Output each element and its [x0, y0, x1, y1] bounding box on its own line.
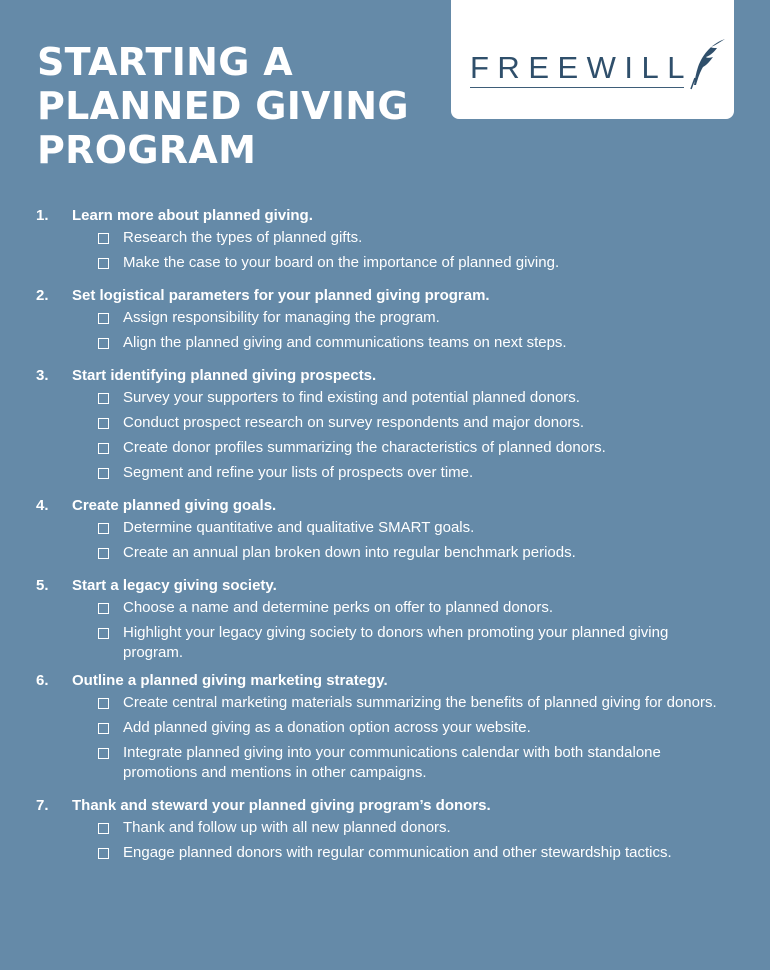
checklist-item-text: Survey your supporters to find existing and potential planned donors.: [123, 389, 580, 406]
step: [0, 363, 770, 483]
step-title: Outline a planned giving marketing strategy.: [72, 672, 388, 689]
step-number: 5.: [36, 577, 49, 594]
step-title: Set logistical parameters for your planned giving program.: [72, 287, 490, 304]
checklist-item-text: Determine quantitative and qualitative SMART goals.: [123, 519, 475, 536]
checklist-item-text: Create donor profiles summarizing the characteristics of planned donors.: [123, 439, 606, 456]
checkbox-icon[interactable]: [98, 523, 109, 534]
logo-underline: [470, 87, 684, 88]
step-heading: [0, 363, 770, 388]
step-title: Thank and steward your planned giving program’s donors.: [72, 797, 491, 814]
checkbox-icon[interactable]: [98, 258, 109, 269]
checklist-item: [0, 463, 770, 483]
step-heading: [0, 493, 770, 518]
checkbox-icon[interactable]: [98, 393, 109, 404]
checklist-item-text: Align the planned giving and communications teams on next steps.: [123, 334, 567, 351]
step: [0, 493, 770, 563]
step-number: 6.: [36, 672, 49, 689]
step-heading: [0, 283, 770, 308]
logo-card: [451, 0, 734, 119]
checkbox-icon[interactable]: [98, 443, 109, 454]
step: [0, 793, 770, 863]
checkbox-icon[interactable]: [98, 418, 109, 429]
checkbox-icon[interactable]: [98, 233, 109, 244]
checklist-item-text: Research the types of planned gifts.: [123, 229, 363, 246]
step: [0, 668, 770, 783]
step-title: Learn more about planned giving.: [72, 207, 313, 224]
step-number: 1.: [36, 207, 49, 224]
checklist-item: [0, 543, 770, 563]
checklist-item-text: Segment and refine your lists of prospects over time.: [123, 464, 474, 481]
step-number: 2.: [36, 287, 49, 304]
checklist-item: [0, 818, 770, 838]
checklist-item-text: Thank and follow up with all new planned donors.: [123, 819, 451, 836]
step-heading: [0, 203, 770, 228]
checklist-item-text: Create an annual plan broken down into regular benchmark periods.: [123, 544, 576, 561]
step-number: 3.: [36, 367, 49, 384]
step-number: 4.: [36, 497, 49, 514]
checklist-item: [0, 413, 770, 433]
checkbox-icon[interactable]: [98, 698, 109, 709]
checklist-item: [0, 718, 770, 738]
checklist: [0, 203, 770, 868]
checklist-item-text: Highlight your legacy giving society to donors when promoting your planned giving program.: [123, 624, 669, 661]
step-title: Start identifying planned giving prospects.: [72, 367, 377, 384]
step-heading: [0, 668, 770, 693]
checklist-item-text: Conduct prospect research on survey respondents and major donors.: [123, 414, 585, 431]
step-heading: [0, 573, 770, 598]
checklist-item: [0, 253, 770, 273]
quill-icon: [687, 38, 727, 90]
checkbox-icon[interactable]: [98, 823, 109, 834]
logo-wordmark: FREEWILL: [470, 50, 694, 85]
checklist-item-text: Assign responsibility for managing the program.: [123, 309, 440, 326]
step-heading: [0, 793, 770, 818]
checkbox-icon[interactable]: [98, 848, 109, 859]
step-title: Create planned giving goals.: [72, 497, 277, 514]
checklist-item: [0, 843, 770, 863]
checklist-item-text: Create central marketing materials summarizing the benefits of planned giving for donors.: [123, 694, 717, 711]
checkbox-icon[interactable]: [98, 548, 109, 559]
checklist-item: [0, 598, 770, 618]
checklist-item-text: Integrate planned giving into your communications calendar with both standalone promotions and mentions in other campaigns.: [123, 744, 661, 781]
checklist-item-text: Choose a name and determine perks on offer to planned donors.: [123, 599, 554, 616]
checklist-item: [0, 308, 770, 328]
step: [0, 283, 770, 353]
step: [0, 203, 770, 273]
checklist-item: [0, 693, 770, 713]
title-line-2: PLANNED GIVING: [37, 84, 409, 128]
checklist-item: [0, 518, 770, 538]
checklist-item: [0, 228, 770, 248]
checklist-item: [0, 743, 770, 783]
checklist-item: [0, 388, 770, 408]
checkbox-icon[interactable]: [98, 628, 109, 639]
title-line-3: PROGRAM: [37, 128, 257, 172]
step-title: Start a legacy giving society.: [72, 577, 277, 594]
checklist-item-text: Make the case to your board on the importance of planned giving.: [123, 254, 560, 271]
step: [0, 573, 770, 663]
checkbox-icon[interactable]: [98, 723, 109, 734]
checklist-item: [0, 333, 770, 353]
title-line-1: STARTING A: [37, 40, 293, 84]
page-title: [37, 40, 409, 172]
checklist-item: [0, 623, 770, 663]
checkbox-icon[interactable]: [98, 603, 109, 614]
checklist-item: [0, 438, 770, 458]
checkbox-icon[interactable]: [98, 338, 109, 349]
checkbox-icon[interactable]: [98, 313, 109, 324]
checkbox-icon[interactable]: [98, 468, 109, 479]
step-number: 7.: [36, 797, 49, 814]
checklist-item-text: Add planned giving as a donation option across your website.: [123, 719, 531, 736]
checkbox-icon[interactable]: [98, 748, 109, 759]
checklist-item-text: Engage planned donors with regular communication and other stewardship tactics.: [123, 844, 672, 861]
